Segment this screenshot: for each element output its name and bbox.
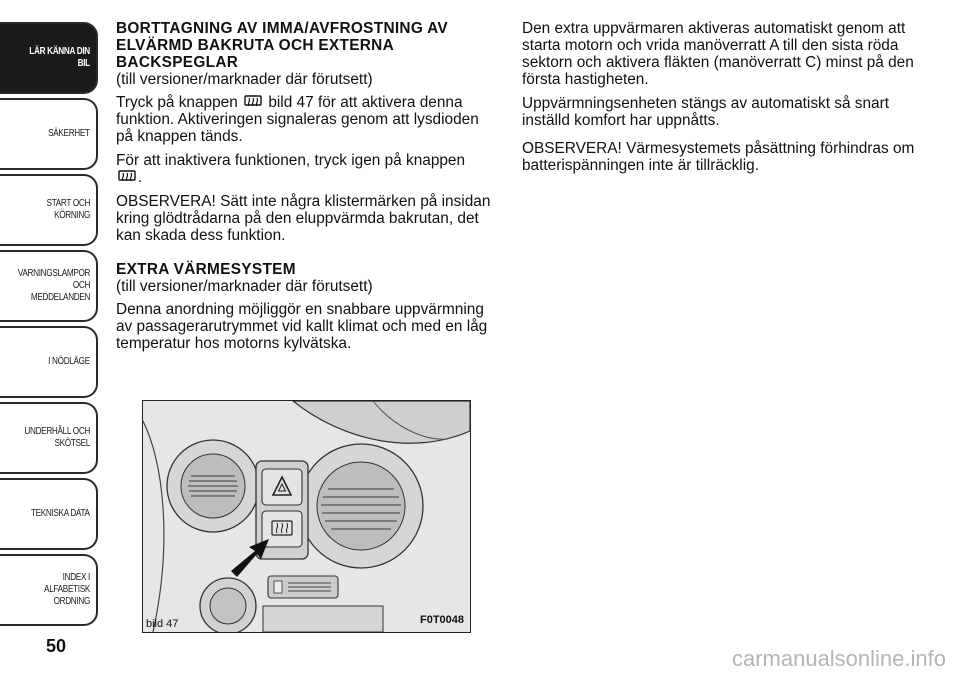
- dashboard-illustration: [143, 401, 470, 632]
- text: .: [138, 169, 143, 186]
- text: Tryck på knappen: [116, 94, 238, 111]
- figure-dashboard-controls: [142, 400, 471, 633]
- right-column: [522, 20, 922, 181]
- tab-label: I NÖDLÄGE: [48, 356, 90, 367]
- paragraph: [116, 152, 496, 186]
- tab-tekniska-data[interactable]: [0, 478, 98, 550]
- text: För att inaktivera funktionen, tryck igen på knappen: [116, 152, 466, 169]
- section-heading-extra-heating: EXTRA VÄRMESYSTEM: [116, 261, 296, 278]
- watermark: carmanualsonline.info: [731, 646, 946, 671]
- paragraph: Denna anordning möjliggör en snabbare uppvärmning av passagerarutrymmet vid kallt klimat och med en låg temperatur hos motorns kylvätska.: [116, 301, 488, 352]
- tab-underhall[interactable]: [0, 402, 98, 474]
- tab-lar-kanna-din-bil[interactable]: [0, 22, 98, 94]
- tab-label: INDEX I ALFABETISK ORDNING: [44, 572, 90, 607]
- tab-label: VARNINGSLAMPOR OCH MEDDELANDEN: [17, 268, 90, 303]
- note-paragraph: OBSERVERA! Värmesystemets påsättning förhindras om batterispänningen inte är tillräcklig.: [522, 140, 915, 174]
- tab-index[interactable]: [0, 554, 98, 626]
- section-subtitle: (till versioner/marknader där förutsett): [116, 71, 373, 88]
- tab-label: LÄR KÄNNA DIN BIL: [29, 46, 90, 69]
- tab-sakerhet[interactable]: [0, 98, 98, 170]
- section-heading-defrost: BORTTAGNING AV IMMA/AVFROSTNING AV ELVÄRMD BAKRUTA OCH EXTERNA BACKSPEGLAR: [116, 20, 448, 71]
- tab-label: SÄKERHET: [48, 128, 90, 139]
- paragraph: [116, 94, 496, 145]
- left-column: [116, 20, 496, 359]
- note-paragraph: OBSERVERA! Sätt inte några klistermärken på insidan kring glödtrådarna på den eluppvärmda bakrutan, det kan skada dess funktion.: [116, 193, 491, 244]
- tab-varningslampor[interactable]: [0, 250, 98, 322]
- rear-defrost-icon: [244, 95, 262, 109]
- figure-caption: bild 47: [146, 618, 179, 630]
- paragraph: Uppvärmningsenheten stängs av automatiskt så snart inställd komfort har uppnåtts.: [522, 95, 890, 129]
- figure-code: F0T0048: [420, 614, 465, 626]
- page-number: 50: [46, 636, 67, 656]
- tab-label: UNDERHÅLL OCH SKÖTSEL: [24, 426, 90, 449]
- tab-label: START OCH KÖRNING: [46, 198, 90, 221]
- tab-i-nodlage[interactable]: [0, 326, 98, 398]
- tab-label: TEKNISKA DATA: [31, 508, 90, 519]
- paragraph: Den extra uppvärmaren aktiveras automatiskt genom att starta motorn och vrida manöverratt A till den sista röda sektorn och aktivera fläkten (manöverratt C) minst på den första hastigheten.: [522, 20, 914, 88]
- tab-start-och-korning[interactable]: [0, 174, 98, 246]
- rear-defrost-icon: [118, 170, 136, 184]
- section-subtitle: (till versioner/marknader där förutsett): [116, 278, 373, 295]
- text: bild 47 för att aktivera denna funktion. Aktiveringen signaleras genom att lysdioden på knappen tänds.: [116, 94, 479, 145]
